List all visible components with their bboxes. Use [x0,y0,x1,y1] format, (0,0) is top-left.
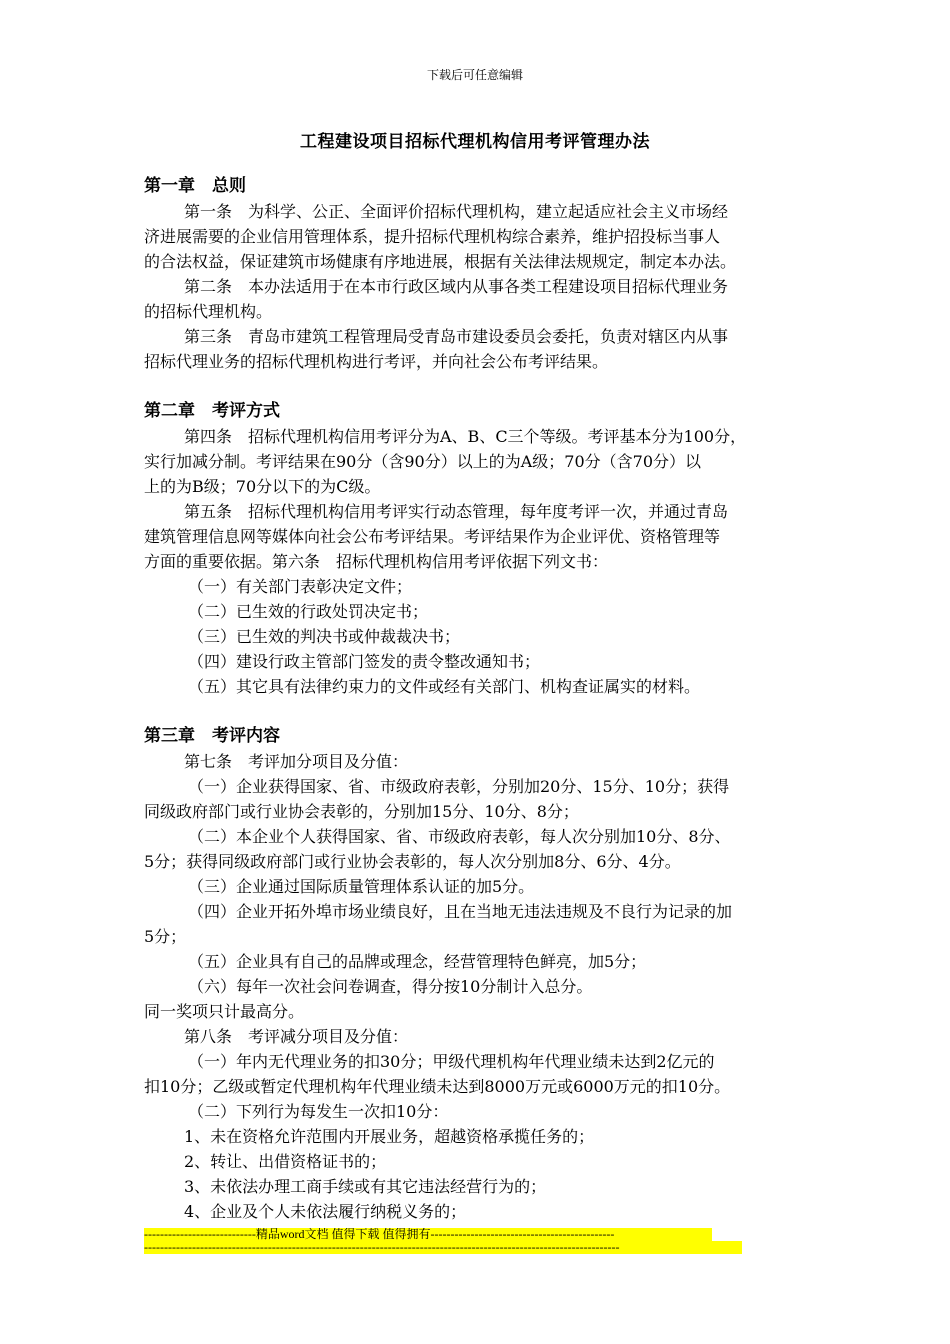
list-item: （四）建设行政主管部门签发的责令整改通知书； [188,652,541,671]
document-body [144,174,849,1224]
article-line: 建筑管理信息网等媒体向社会公布考评结果。考评结果作为企业评优、资格管理等 [144,527,721,546]
article-line: 招标代理业务的招标代理机构进行考评，并向社会公布考评结果。 [144,352,609,371]
article-line: 第七条 考评加分项目及分值： [184,752,409,771]
chapter-heading: 第三章 考评内容 [144,726,280,746]
header-note: 下载后可任意编辑 [426,68,523,82]
article-line: 方面的重要依据。第六条 招标代理机构信用考评依据下列文书： [144,552,609,571]
article-line: 第三条 青岛市建筑工程管理局受青岛市建设委员会委托，负责对辖区内从事 [184,327,729,346]
article-line: 实行加减分制。考评结果在90分（含90分）以上的为A级；70分（含70分）以 [144,452,701,471]
list-item: （二）已生效的行政处罚决定书； [188,602,429,621]
article-line: 第八条 考评减分项目及分值： [184,1027,409,1046]
list-item: （五）其它具有法律约束力的文件或经有关部门、机构查证属实的材料。 [188,677,701,696]
list-item: （一）企业获得国家、省、市级政府表彰，分别加20分、15分、10分；获得 [188,777,730,796]
spacer [144,699,849,724]
footer-watermark [144,1228,744,1254]
article-line: 扣10分；乙级或暂定代理机构年代理业绩未达到8000万元或6000万元的扣10分。 [144,1077,731,1096]
article-line: 5分； [144,927,187,946]
list-item: （一）有关部门表彰决定文件； [188,577,413,596]
list-item: （二）本企业个人获得国家、省、市级政府表彰，每人次分别加10分、8分、 [188,827,731,846]
list-item: （三）已生效的判决书或仲裁裁决书； [188,627,461,646]
chapter-heading: 第二章 考评方式 [144,401,280,421]
footer-line: ----------------------------精品word文档 值得下载 值得拥有---------------------------------------------- [144,1228,712,1241]
article-line: 同一奖项只计最高分。 [144,1002,305,1021]
footer-line: ----------------------------------------------------------------------------------------------------------------------- [144,1241,742,1254]
article-line: 第二条 本办法适用于在本市行政区域内从事各类工程建设项目招标代理业务 [184,277,729,296]
list-item: 2、转让、出借资格证书的； [184,1152,387,1171]
document-title: 工程建设项目招标代理机构信用考评管理办法 [300,132,650,152]
article-line: 第五条 招标代理机构信用考评实行动态管理，每年度考评一次，并通过青岛 [184,502,729,521]
list-item: 1、未在资格允许范围内开展业务，超越资格承揽任务的； [184,1127,595,1146]
article-line: 同级政府部门或行业协会表彰的，分别加15分、10分、8分； [144,802,579,821]
list-item: （六）每年一次社会问卷调查，得分按10分制计入总分。 [188,977,593,996]
list-item: （二）下列行为每发生一次扣10分： [188,1102,449,1121]
list-item: （三）企业通过国际质量管理体系认证的加5分。 [188,877,535,896]
article-line: 第一条 为科学、公正、全面评价招标代理机构，建立起适应社会主义市场经 [184,202,729,221]
chapter-heading: 第一章 总则 [144,176,246,196]
article-line: 第四条 招标代理机构信用考评分为A、B、C三个等级。考评基本分为100分， [184,427,747,446]
article-line: 的招标代理机构。 [144,302,273,321]
article-line: 济进展需要的企业信用管理体系，提升招标代理机构综合素养，维护招投标当事人 [144,227,721,246]
list-item: （一）年内无代理业务的扣30分；甲级代理机构年代理业绩未达到2亿元的 [188,1052,715,1071]
spacer [144,374,849,399]
list-item: 4、企业及个人未依法履行纳税义务的； [184,1202,467,1221]
list-item: 3、未依法办理工商手续或有其它违法经营行为的； [184,1177,547,1196]
list-item: （五）企业具有自己的品牌或理念，经营管理特色鲜亮，加5分； [188,952,647,971]
article-line: 的合法权益，保证建筑市场健康有序地进展，根据有关法律法规规定，制定本办法。 [144,252,737,271]
article-line: 5分；获得同级政府部门或行业协会表彰的，每人次分别加8分、6分、4分。 [144,852,681,871]
article-line: 上的为B级；70分以下的为C级。 [144,477,381,496]
list-item: （四）企业开拓外埠市场业绩良好，且在当地无违法违规及不良行为记录的加 [188,902,733,921]
